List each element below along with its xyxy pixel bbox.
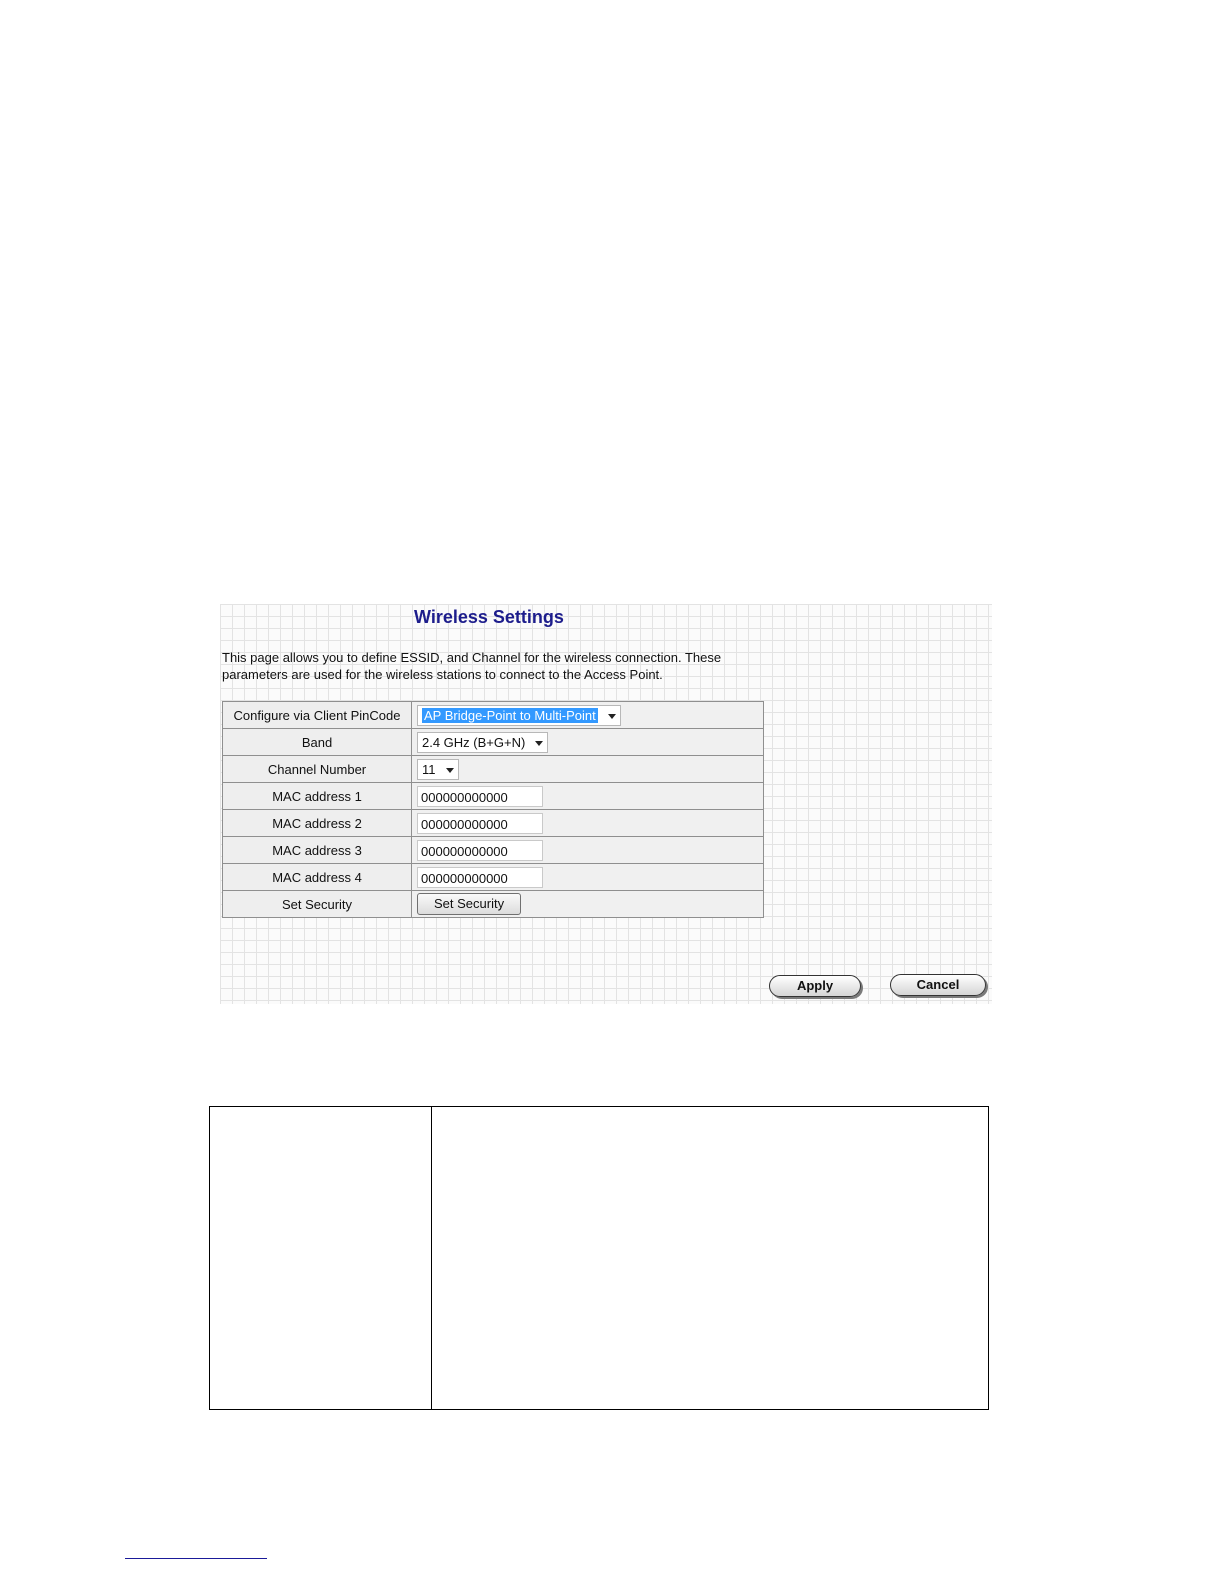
band-select[interactable] [417,732,548,753]
mac4-label: MAC address 4 [223,864,412,891]
channel-select-value: 11 [422,761,436,777]
settings-table [222,701,764,918]
description-line-1: This page allows you to define ESSID, and Channel for the wireless connection. These [222,650,722,665]
band-label: Band [223,729,412,756]
channel-select[interactable] [417,759,459,780]
settings-row-mode [223,702,764,729]
mac2-cell [412,810,764,837]
channel-label: Channel Number [223,756,412,783]
wireless-settings-panel [220,604,992,1004]
channel-cell [412,756,764,783]
mac3-cell [412,837,764,864]
security-label: Set Security [223,891,412,918]
description-table-cell-right [432,1107,989,1410]
mac3-label: MAC address 3 [223,837,412,864]
settings-row-security [223,891,764,918]
chevron-down-icon [608,714,616,719]
footnote-separator [125,1558,267,1559]
mac4-cell [412,864,764,891]
mac1-cell [412,783,764,810]
page-title: Wireless Settings [414,607,564,627]
band-select-value: 2.4 GHz (B+G+N) [422,734,526,750]
mac4-input[interactable]: 000000000000 [417,867,543,888]
description-table [209,1106,989,1410]
mac2-label: MAC address 2 [223,810,412,837]
mode-label: Configure via Client PinCode [223,702,412,729]
mac1-label: MAC address 1 [223,783,412,810]
band-cell [412,729,764,756]
page-description [222,649,782,683]
chevron-down-icon [446,768,454,773]
description-table-cell-left [210,1107,432,1410]
mac3-input[interactable]: 000000000000 [417,840,543,861]
description-table-row [210,1107,989,1410]
settings-row-mac1 [223,783,764,810]
mode-select[interactable] [417,705,621,726]
settings-row-mac2 [223,810,764,837]
cancel-button[interactable]: Cancel [890,974,986,996]
mac1-input[interactable]: 000000000000 [417,786,543,807]
description-line-2: parameters are used for the wireless stations to connect to the Access Point. [222,667,663,682]
chevron-down-icon [535,741,543,746]
set-security-button[interactable]: Set Security [417,893,521,915]
mode-cell [412,702,764,729]
settings-row-channel [223,756,764,783]
mode-select-value: AP Bridge-Point to Multi-Point [424,707,596,723]
security-cell [412,891,764,918]
settings-row-band [223,729,764,756]
settings-row-mac3 [223,837,764,864]
apply-button[interactable]: Apply [769,975,861,997]
settings-row-mac4 [223,864,764,891]
mac2-input[interactable]: 000000000000 [417,813,543,834]
